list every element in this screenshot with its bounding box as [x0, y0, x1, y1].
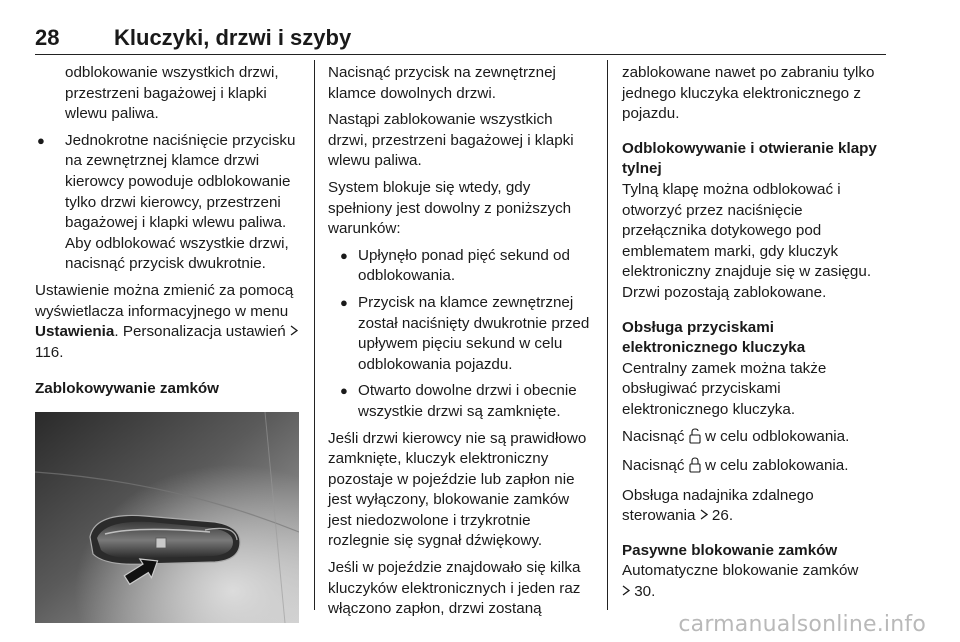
watermark: carmanualsonline.info [678, 612, 926, 637]
passive-text: Automatyczne blokowanie zamków [622, 562, 859, 580]
paragraph: zablokowane nawet po zabraniu tylko jednego kluczyka elektronicznego z pojazdu. [622, 64, 875, 123]
column-left [35, 63, 301, 623]
list-item [328, 381, 596, 422]
column-middle [328, 63, 596, 626]
page-number: 28 [35, 25, 60, 50]
column-right [622, 63, 888, 609]
paragraph [622, 561, 888, 602]
page-header [35, 25, 886, 55]
settings-text: Ustawienie można zmienić za pomocą wyświetlacza informacyjnego w menu [35, 281, 294, 320]
list-item-text: Przycisk na klamce zewnętrznej został naciśnięty dwukrotnie przed upływem pięciu sekund w celu odblokowania pojazdu. [358, 293, 590, 373]
list-item [328, 246, 596, 287]
bullet-icon: ● [340, 294, 348, 310]
lock-icon [689, 457, 701, 480]
chapter-title: Kluczyki, drzwi i szyby [114, 25, 352, 50]
section-heading: Pasywne blokowanie zamków [622, 541, 838, 559]
paragraph [622, 427, 888, 451]
paragraph: Centralny zamek można także obsługiwać przyciskami elektronicznego kluczyka. [622, 359, 827, 418]
bullet-icon: ● [340, 383, 348, 399]
press-prefix: Nacisnąć [622, 427, 685, 445]
paragraph: Tylną klapę można odblokować i otworzyć przez naciśnięcie przełącznika dotykowego pod emblematem marki, gdy kluczyk elektroniczny znajduje się w zasięgu. Drzwi pozostają zablokowane. [622, 180, 872, 301]
paragraph [35, 281, 301, 363]
paragraph [622, 486, 888, 527]
unlock-icon [689, 428, 701, 451]
paragraph: Jeśli drzwi kierowcy nie są prawidłowo zamknięte, kluczyk elektroniczny pozostaje w pojeździe lub zapłon nie jest wyłączony, blokowanie zamków jest niedozwolone i trzykrotnie rozlegnie się sygnał dźwiękowy. [328, 429, 587, 550]
press-prefix: Nacisnąć [622, 457, 685, 475]
bullet-icon: ● [340, 247, 348, 263]
paragraph: Jeśli w pojeździe znajdowało się kilka kluczyków elektronicznych i jeden raz włączono zapłon, drzwi zostaną [328, 559, 581, 618]
page-reference: 26. [711, 507, 734, 525]
section-heading: Obsługa przyciskami elektronicznego kluczyka [622, 318, 806, 357]
remote-text: Obsługa nadajnika zdalnego sterowania [622, 486, 814, 525]
page-reference: 30. [634, 583, 656, 601]
settings-period: . [114, 323, 119, 341]
door-handle-illustration [35, 412, 299, 623]
list-item [35, 131, 301, 275]
unlock-text: w celu odblokowania. [704, 427, 850, 445]
settings-menu-label: Ustawienia [35, 323, 115, 341]
list-item-text: Upłynęło ponad pięć sekund od odblokowania. [358, 246, 570, 285]
personalization-text: Personalizacja ustawień [122, 323, 286, 341]
column-divider [607, 60, 608, 610]
paragraph: Nastąpi zablokowanie wszystkich drzwi, przestrzeni bagażowej i klapki wlewu paliwa. [328, 111, 574, 170]
paragraph: odblokowanie wszystkich drzwi, przestrzeni bagażowej i klapki wlewu paliwa. [65, 64, 279, 123]
section-heading: Odblokowywanie i otwieranie klapy tylnej [622, 139, 877, 178]
bullet-icon: ● [37, 132, 45, 148]
column-divider [314, 60, 315, 610]
paragraph: System blokuje się wtedy, gdy spełniony jest dowolny z poniższych warunków: [328, 178, 572, 238]
section-heading: Zablokowywanie zamków [35, 380, 219, 398]
cross-reference-arrow-icon [700, 507, 708, 524]
header-rule [35, 54, 886, 55]
page-reference: 116. [35, 343, 64, 361]
cross-reference-arrow-icon [290, 323, 298, 340]
paragraph: Nacisnąć przycisk na zewnętrznej klamce dowolnych drzwi. [328, 64, 556, 102]
paragraph [622, 456, 888, 480]
list-item [328, 293, 596, 375]
cross-reference-arrow-icon [622, 583, 630, 600]
list-item-text: Jednokrotne naciśnięcie przycisku na zewnętrznej klamce drzwi kierowcy powoduje odblokowanie tylko drzwi kierowcy, przestrzeni bagażowej i klapki wlewu paliwa. Aby odblokować wszystkie drzwi, nacisnąć przycisk dwukrotnie. [65, 131, 296, 273]
list-item-text: Otwarto dowolne drzwi i obecnie wszystkie drzwi są zamknięte. [358, 382, 577, 420]
lock-text: w celu zablokowania. [704, 457, 849, 475]
